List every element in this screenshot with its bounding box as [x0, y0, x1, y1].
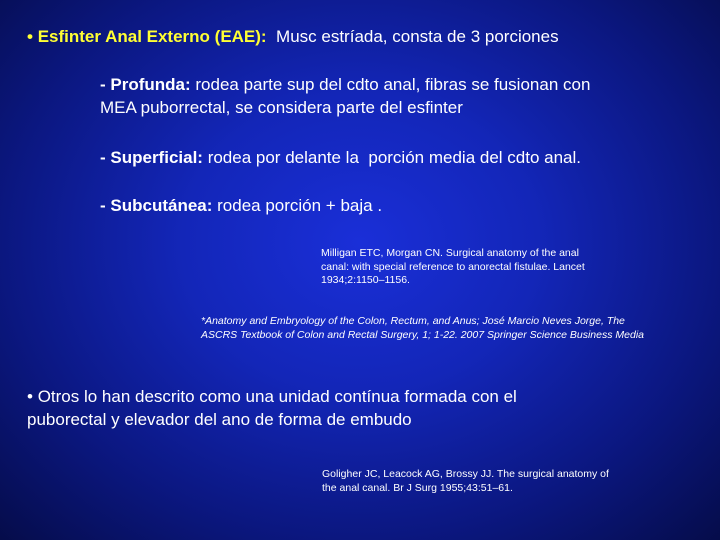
profunda-line2: MEA puborrectal, se considera parte del esfinter: [100, 98, 463, 117]
superficial-text: rodea por delante la porción media del cdto anal.: [202, 148, 581, 167]
subcutanea-label: - Subcutánea:: [100, 196, 213, 215]
superficial-line: [100, 146, 581, 169]
reference-goligher: [322, 468, 609, 495]
profunda-line1: rodea parte sup del cdto anal, fibras se fusionan con: [190, 75, 591, 94]
eae-description: Musc estríada, consta de 3 porciones: [266, 27, 559, 46]
subcutanea-line: [100, 194, 382, 217]
reference-line: Milligan ETC, Morgan CN. Surgical anatomy of the anal: [321, 247, 579, 259]
reference-line: *Anatomy and Embryology of the Colon, Rectum, and Anus; José Marcio Neves Jorge, The: [201, 315, 625, 327]
eae-heading: Esfinter Anal Externo (EAE):: [37, 27, 267, 46]
reference-line: ASCRS Textbook of Colon and Rectal Surgery, 1; 1-22. 2007 Springer Science Business Media: [201, 328, 644, 341]
bullet-marker: •: [27, 27, 33, 46]
reference-jorge: [201, 315, 644, 342]
reference-line: Goligher JC, Leacock AG, Brossy JJ. The surgical anatomy of: [322, 468, 609, 480]
reference-line: 1934;2:1150–1156.: [321, 274, 410, 286]
profunda-block: [100, 73, 590, 119]
profunda-label: - Profunda:: [100, 75, 191, 94]
bullet-marker: •: [27, 387, 33, 406]
otros-line1: Otros lo han descrito como una unidad contínua formada con el: [37, 387, 517, 406]
superficial-label: - Superficial:: [100, 148, 203, 167]
reference-line: the anal canal. Br J Surg 1955;43:51–61.: [322, 481, 513, 494]
reference-milligan: [321, 247, 585, 288]
otros-block: [27, 385, 517, 431]
otros-line2: puborectal y elevador del ano de forma de embudo: [27, 410, 412, 429]
reference-line: canal: with special reference to anorectal fistulae. Lancet: [321, 260, 585, 273]
eae-line: [27, 25, 559, 48]
subcutanea-text: rodea porción + baja .: [212, 196, 383, 215]
